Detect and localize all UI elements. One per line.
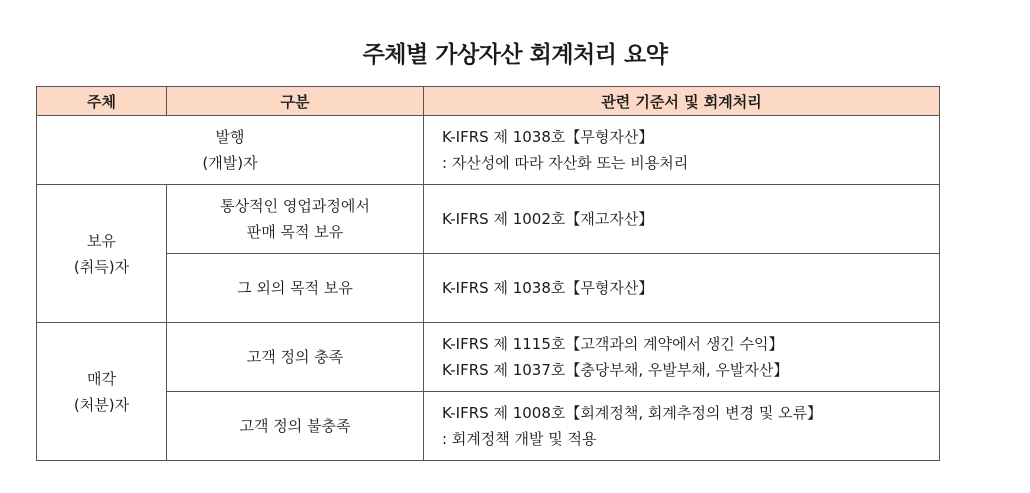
header-row [37, 87, 940, 116]
header-subject: 주체 [37, 87, 167, 116]
holder-category-1-line-1: 통상적인 영업과정에서 [220, 197, 370, 215]
issuer-subject-cell [37, 116, 424, 185]
holder-standard-1-line-1: K-IFRS 제 1002호【재고자산】 [442, 210, 654, 228]
seller-subject-line-2: (처분)자 [73, 395, 130, 414]
issuer-standard-cell [424, 116, 940, 185]
issuer-subject-line-1: 발행 [215, 128, 245, 146]
seller-category-cell-2 [167, 392, 424, 461]
table-row-seller-2 [37, 392, 940, 461]
holder-category-2-line-1: 그 외의 목적 보유 [237, 279, 353, 297]
summary-table [36, 86, 940, 461]
holder-category-cell-1 [167, 185, 424, 254]
page-title: 주체별 가상자산 회계처리 요약 [362, 42, 668, 68]
holder-standard-2-line-1: K-IFRS 제 1038호【무형자산】 [442, 279, 654, 297]
holder-subject-line-2: (취득)자 [73, 257, 130, 276]
seller-standard-cell-2 [424, 392, 940, 461]
issuer-subject-line-2: (개발)자 [202, 154, 258, 172]
holder-category-1-line-2: 판매 목적 보유 [246, 223, 344, 241]
holder-category-cell-2 [167, 254, 424, 323]
table-row-holder-2 [37, 254, 940, 323]
seller-standard-1-line-1: K-IFRS 제 1115호【고객과의 계약에서 생긴 수익】 [442, 335, 784, 353]
seller-subject-cell [37, 323, 167, 461]
seller-standard-cell-1 [424, 323, 940, 392]
table-row-issuer [37, 116, 940, 185]
table-row-holder-1 [37, 185, 940, 254]
seller-standard-2-line-1: K-IFRS 제 1008호【회계정책, 회계추정의 변경 및 오류】 [442, 404, 823, 422]
table-row-seller-1 [37, 323, 940, 392]
issuer-standard-line-2: : 자산성에 따라 자산화 또는 비용처리 [442, 154, 689, 172]
seller-category-2-line-1: 고객 정의 불충족 [239, 417, 351, 435]
seller-standard-2-line-2: : 회계정책 개발 및 적용 [442, 430, 597, 448]
header-category: 구분 [167, 87, 424, 116]
holder-standard-cell-2 [424, 254, 940, 323]
holder-standard-cell-1 [424, 185, 940, 254]
holder-subject-cell [37, 185, 167, 323]
header-standard: 관련 기준서 및 회계처리 [424, 87, 940, 116]
seller-category-1-line-1: 고객 정의 충족 [246, 348, 344, 366]
seller-category-cell-1 [167, 323, 424, 392]
seller-subject-line-1: 매각 [87, 369, 116, 388]
holder-subject-line-1: 보유 [87, 231, 116, 250]
seller-standard-1-line-2: K-IFRS 제 1037호【충당부채, 우발부채, 우발자산】 [442, 361, 789, 379]
issuer-standard-line-1: K-IFRS 제 1038호【무형자산】 [442, 128, 654, 146]
